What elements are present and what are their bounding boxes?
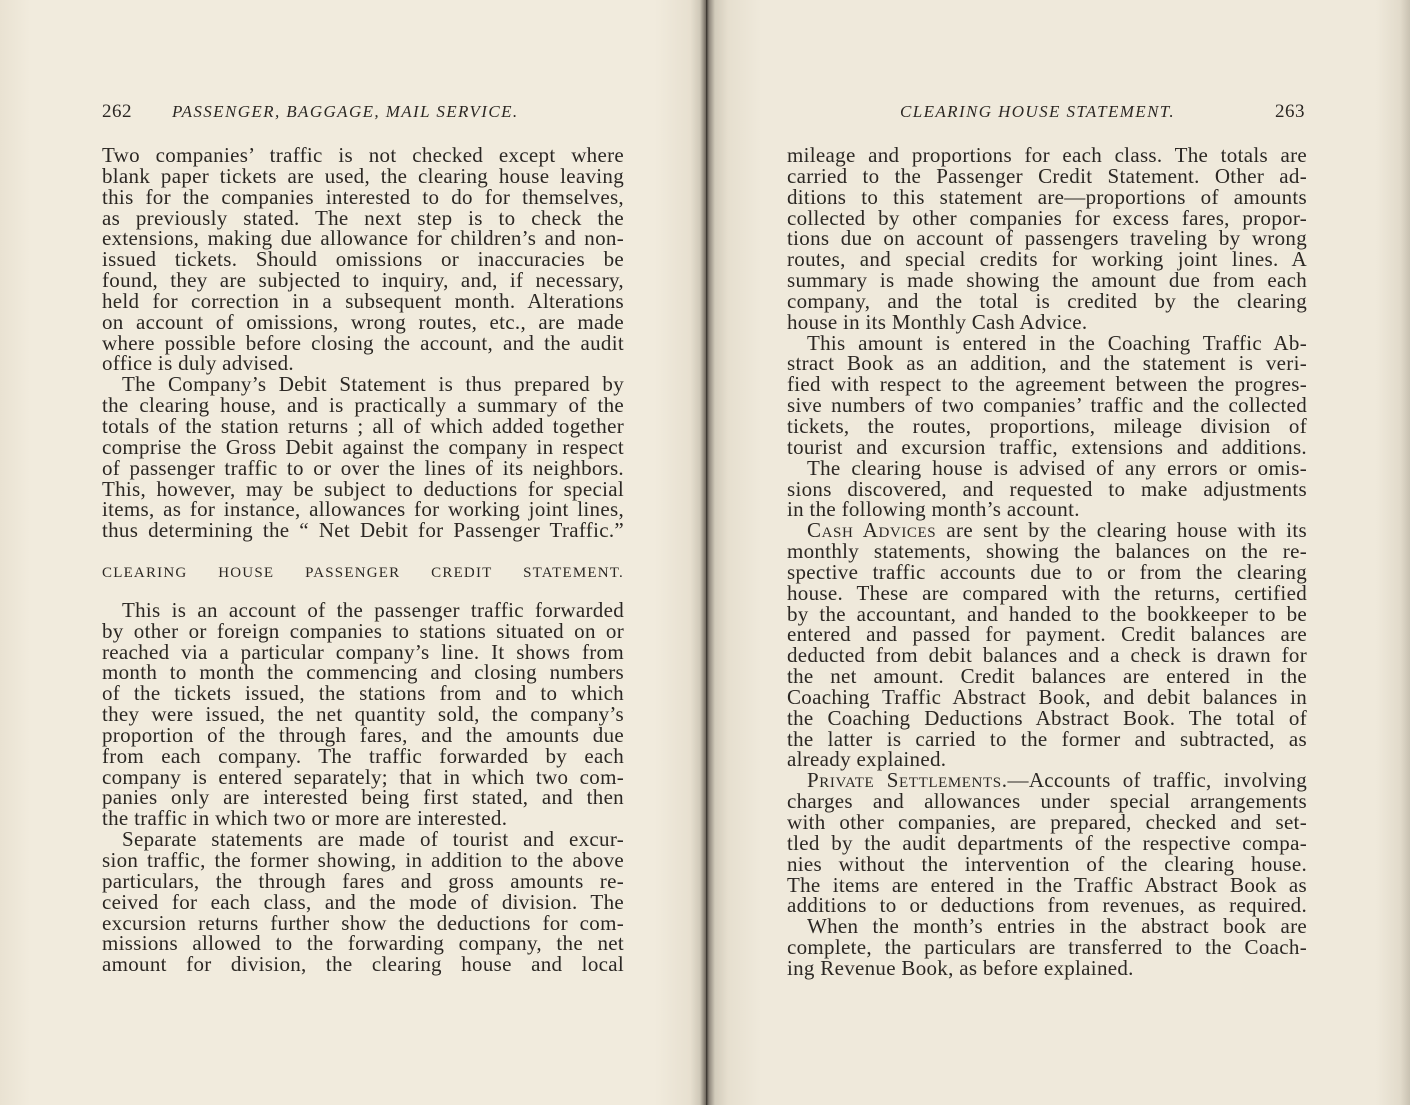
text-line: The Company’s Debit Statement is thus prepared by — [122, 372, 624, 397]
text-line: The items are entered in the Traffic Abstract Book as — [787, 872, 1307, 897]
text-line: complete, the particulars are transferred to the Coach- — [787, 935, 1307, 960]
text-line: charges and allowances under special arrangements — [787, 789, 1307, 814]
text-line: monthly statements, showing the balances on the re- — [787, 539, 1307, 564]
text-line: excursion returns further show the deductions for com- — [102, 910, 624, 935]
text-line: carried to the Passenger Credit Statement. Other ad- — [787, 163, 1307, 188]
section-heading: CLEARING HOUSE PASSENGER CREDIT STATEMENT. — [102, 565, 624, 582]
text-line: missions allowed to the forwarding company, the net — [102, 931, 624, 956]
text-line: reached via a particular company’s line. It shows from — [102, 639, 624, 664]
text-line: thus determining the “ Net Debit for Passenger Traffic.” — [102, 518, 624, 543]
text-line: month to month the commencing and closing numbers — [102, 660, 624, 685]
text-line: in the following month’s account. — [787, 497, 1080, 522]
text-line: company, and the total is credited by the clearing — [787, 288, 1307, 313]
run-in-heading: Private Settlements. — [807, 768, 1008, 793]
text-line: extensions, making due allowance for children’s and non- — [102, 226, 624, 251]
text-line: Two companies’ traffic is not checked except where — [102, 143, 624, 167]
paragraph — [102, 374, 624, 541]
text-line: collected by other companies for excess fares, propor- — [787, 205, 1307, 230]
text-line: deducted from debit balances and a check is drawn for — [787, 643, 1307, 668]
text-line: ditions to this statement are—proportions of amounts — [787, 184, 1307, 209]
text-line: The clearing house is advised of any errors or omis- — [807, 455, 1307, 480]
text-line: tickets, the routes, proportions, mileage division of — [787, 413, 1307, 438]
text-line — [787, 520, 1307, 541]
running-head: CLEARING HOUSE STATEMENT. — [900, 102, 1176, 121]
paragraph — [102, 829, 624, 975]
text-run: are sent by the clearing house with its — [946, 518, 1307, 543]
paragraph — [787, 145, 1307, 333]
text-line: office is duly advised. — [102, 351, 294, 376]
paragraph — [102, 145, 624, 374]
text-line: This amount is entered in the Coaching Traffic Ab- — [807, 330, 1307, 355]
text-line: with other companies, are prepared, checked and set- — [787, 810, 1307, 834]
running-head: PASSENGER, BAGGAGE, MAIL SERVICE. — [172, 102, 519, 121]
text-line: house in its Monthly Cash Advice. — [787, 309, 1088, 334]
paragraph — [787, 330, 1307, 459]
text-line: panies only are interested being first stated, and then — [102, 785, 624, 810]
paragraph — [787, 770, 1307, 916]
page-number: 262 — [102, 101, 132, 122]
text-line: stract Book as an addition, and the statement is veri- — [787, 351, 1307, 376]
text-line: of the tickets issued, the stations from and to which — [102, 681, 624, 706]
text-line: particulars, the through fares and gross amounts re- — [102, 868, 624, 893]
text-line: issued tickets. Should omissions or inaccuracies be — [102, 247, 624, 272]
text-line: Coaching Traffic Abstract Book, and debit balances in — [787, 684, 1307, 709]
text-line: they were issued, the net quantity sold, the company’s — [102, 702, 624, 727]
text-column — [102, 145, 624, 975]
text-line: totals of the station returns ; all of which added together — [102, 413, 624, 438]
paragraph — [787, 520, 1307, 770]
paragraph — [787, 916, 1307, 979]
text-line: amount for division, the clearing house and local — [102, 952, 624, 977]
run-in-heading: Cash Advices — [807, 518, 937, 543]
text-line: the traffic in which two or more are interested. — [102, 806, 508, 831]
text-line: this for the companies interested to do for themselves, — [102, 184, 624, 209]
text-line: the Coaching Deductions Abstract Book. The total of — [787, 705, 1307, 730]
text-line: ceived for each class, and the mode of division. The — [102, 889, 624, 914]
text-line: summary is made showing the amount due from each — [787, 268, 1307, 293]
text-line: proportion of the through fares, and the amounts due — [102, 722, 624, 747]
paragraph — [102, 597, 624, 831]
text-line: held for correction in a subsequent month. Alterations — [102, 288, 624, 313]
text-line: tourist and excursion traffic, extensions and additions. — [787, 434, 1307, 459]
text-line: sions discovered, and requested to make adjustments — [787, 476, 1307, 501]
text-line: the clearing house, and is practically a summary of the — [102, 393, 624, 418]
text-line: where possible before closing the account, and the audit — [102, 330, 624, 355]
text-line: tled by the audit departments of the respective compa- — [787, 830, 1307, 855]
text-line: already explained. — [787, 747, 947, 772]
text-line: as previously stated. The next step is to check the — [102, 205, 624, 230]
text-line: This, however, may be subject to deductions for special — [102, 476, 624, 501]
text-line: found, they are subjected to inquiry, and, if necessary, — [102, 268, 624, 293]
text-line: spective traffic accounts due to or from the clearing — [787, 559, 1307, 584]
page-number: 263 — [1275, 101, 1305, 122]
text-line: by the accountant, and handed to the bookkeeper to be — [787, 601, 1307, 626]
text-line: company is entered separately; that in which two com- — [102, 764, 624, 789]
text-line: This is an account of the passenger traffic forwarded — [122, 597, 624, 622]
text-line: fied with respect to the agreement between the progres- — [787, 372, 1307, 397]
text-run: —Accounts of traffic, involving — [1007, 768, 1307, 793]
text-line: comprise the Gross Debit against the company in respect — [102, 434, 624, 459]
text-line: from each company. The traffic forwarded by each — [102, 743, 624, 768]
text-line: the latter is carried to the former and subtracted, as — [787, 726, 1307, 751]
text-line: on account of omissions, wrong routes, etc., are made — [102, 309, 624, 334]
text-line: house. These are compared with the returns, certified — [787, 580, 1307, 605]
text-line: mileage and proportions for each class. The totals are — [787, 143, 1307, 167]
text-line: the net amount. Credit balances are entered in the — [787, 664, 1307, 689]
text-line: ing Revenue Book, as before explained. — [787, 955, 1134, 980]
text-line: additions to or deductions from revenues, as required. — [787, 893, 1307, 918]
paragraph — [787, 455, 1307, 522]
text-line: Separate statements are made of tourist and excur- — [122, 827, 624, 852]
text-line: entered and passed for payment. Credit balances are — [787, 622, 1307, 647]
text-line: items, as for instance, allowances for working joint lines, — [102, 497, 624, 522]
text-line: routes, and special credits for working joint lines. A — [787, 247, 1307, 272]
text-line: of passenger traffic to or over the lines of its neighbors. — [102, 455, 624, 480]
text-line: tions due on account of passengers traveling by wrong — [787, 226, 1307, 251]
text-line: blank paper tickets are used, the clearing house leaving — [102, 163, 624, 188]
text-line: by other or foreign companies to stations situated on or — [102, 618, 624, 643]
text-line: nies without the intervention of the clearing house. — [787, 851, 1307, 876]
text-line — [787, 770, 1307, 791]
text-line: sive numbers of two companies’ traffic and the collected — [787, 393, 1307, 418]
text-line: sion traffic, the former showing, in addition to the above — [102, 848, 624, 872]
text-line: When the month’s entries in the abstract book are — [807, 914, 1307, 939]
text-column — [787, 145, 1307, 979]
